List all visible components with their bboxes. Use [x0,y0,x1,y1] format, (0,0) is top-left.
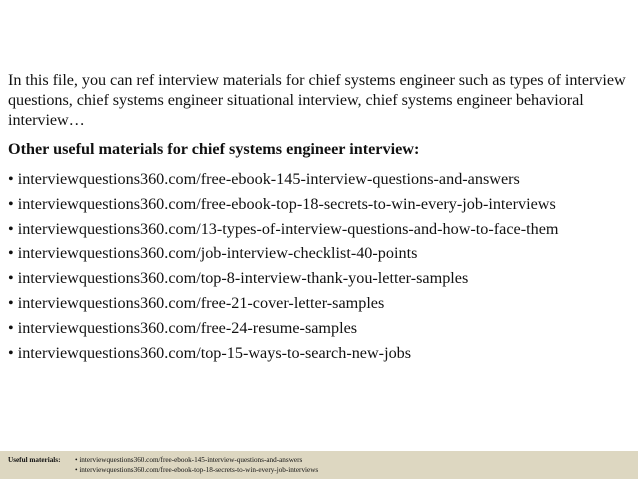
list-item[interactable]: • interviewquestions360.com/top-8-interview-thank-you-letter-samples [8,269,469,288]
list-item[interactable]: • interviewquestions360.com/13-types-of-interview-questions-and-how-to-face-them [8,219,559,238]
footer-link[interactable]: • interviewquestions360.com/free-ebook-145-interview-questions-and-answers [75,456,303,464]
footer-label: Useful materials: [8,456,61,464]
slide-content [8,70,630,367]
list-item[interactable]: • interviewquestions360.com/free-ebook-top-18-secrets-to-win-every-job-interviews [8,194,556,213]
list-item[interactable]: • interviewquestions360.com/job-interview-checklist-40-points [8,244,418,263]
materials-heading: Other useful materials for chief systems engineer interview: [8,140,420,158]
list-item[interactable]: • interviewquestions360.com/free-24-resume-samples [8,318,358,337]
footer-row [0,455,638,465]
list-item[interactable]: • interviewquestions360.com/free-21-cover-letter-samples [8,293,385,312]
intro-paragraph: In this file, you can ref interview materials for chief systems engineer such as types of interview questions, chief systems engineer situational interview, chief systems engineer behavioral interview… [8,71,626,129]
footer-bar [0,451,638,479]
footer-row [0,465,638,475]
materials-list [8,169,630,363]
footer-link[interactable]: • interviewquestions360.com/free-ebook-top-18-secrets-to-win-every-job-interviews [75,466,319,474]
list-item[interactable]: • interviewquestions360.com/top-15-ways-to-search-new-jobs [8,343,412,362]
list-item[interactable]: • interviewquestions360.com/free-ebook-145-interview-questions-and-answers [8,170,520,188]
